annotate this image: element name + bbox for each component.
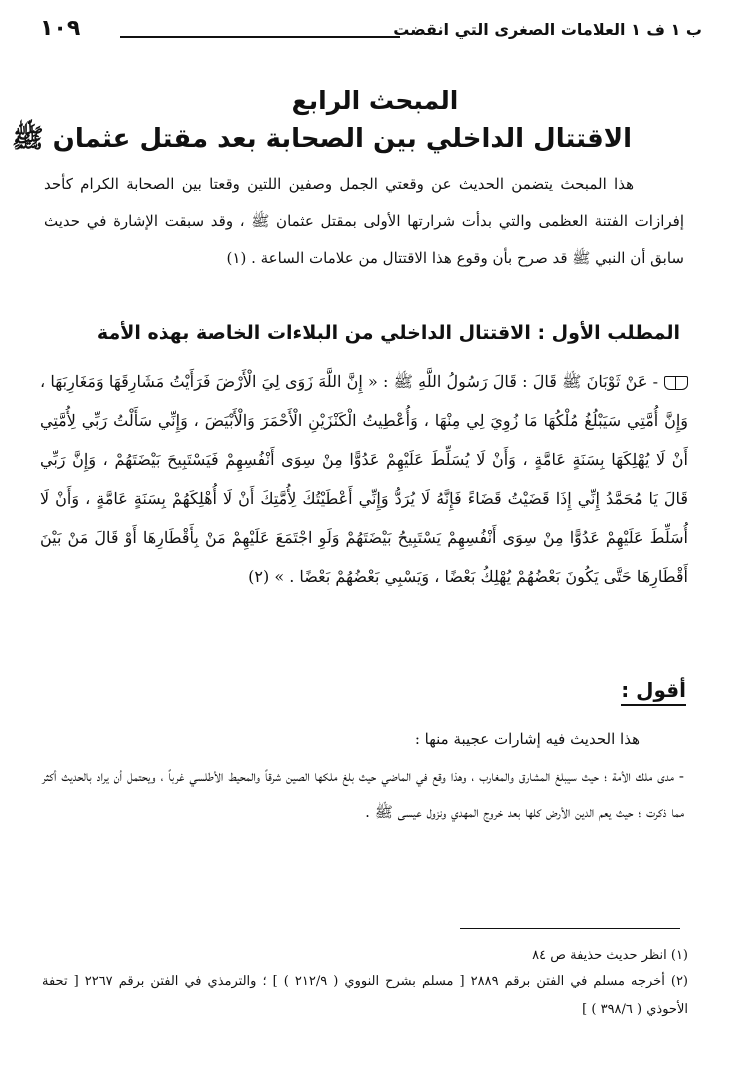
- footnote-divider: [460, 928, 680, 929]
- intro-paragraph: هذا المبحث يتضمن الحديث عن وقعتي الجمل وصفين اللتين وقعتا بين الصحابة الكرام كأحد إفرازات الفتنة العظمى والتي بدأت شرارتها الأولى بمقتل عثمان ﷺ ، وقد سبقت الإشارة في حديث سابق أن النبي ﷺ قد صرح بأن وقوع هذا الاقتتال من علامات الساعة . (١): [44, 175, 684, 267]
- commentary-point: - مدى ملك الأمة ؛ حيث سيبلغ المشارق والمغارب ، وهذا وقع في الماضي حيث بلغ ملكها الصين شرقاً والمحيط الأطلسي غرباً ، ويحتمل أن يراد بالحديث أكثر مما ذكرت ؛ حيث يعم الدين الأرض كلها بعد خروج المهدي ونزول عيسى ﷺ .: [42, 767, 684, 821]
- chapter-title: الاقتتال الداخلي بين الصحابة بعد مقتل عثمان ﷺ: [12, 124, 632, 154]
- open-book-icon: [664, 376, 688, 390]
- footnote-1: (١) انظر حديث حذيفة ص ٨٤: [532, 948, 688, 963]
- footnote-2: (٢) أخرجه مسلم في الفتن برقم ٢٨٨٩ [ مسلم بشرح النووي ( ٢١٢/٩ ) ] ؛ والترمذي في الفتن برقم ٢٢٦٧ [ تحفة الأحوذي ( ٣٩٨/٦ ) ]: [42, 974, 688, 1017]
- commentary-heading: أقول :: [621, 678, 686, 706]
- page-number: ١٠٩: [40, 16, 81, 41]
- section-heading: المطلب الأول : الاقتتال الداخلي من البلاءات الخاصة بهذه الأمة: [96, 322, 680, 344]
- chapter-label: المبحث الرابع: [291, 86, 459, 115]
- commentary-intro: هذا الحديث فيه إشارات عجيبة منها :: [414, 730, 640, 748]
- hadith-text-block: [40, 362, 688, 596]
- running-header: [40, 16, 702, 48]
- running-head-title: ب ١ ف ١ العلامات الصغرى التي انقضت: [393, 20, 702, 39]
- hadith-text: - عَنْ ثَوْبَانَ ﷺ قَالَ : قَالَ رَسُولُ اللَّهِ ﷺ : « إِنَّ اللَّهَ زَوَى لِيَ الْأَرْضَ فَرَأَيْتُ مَشَارِقَهَا وَمَغَارِبَهَا ، وَإِنَّ أُمَّتِي سَيَبْلُغُ مُلْكُهَا مَا زُوِيَ لِي مِنْهَا ، وَأُعْطِيتُ الْكَنْزَيْنِ الْأَحْمَرَ وَالْأَبْيَضَ ، وَإِنِّي سَأَلْتُ رَبِّي لِأُمَّتِي أَنْ لَا يُهْلِكَهَا بِسَنَةٍ عَامَّةٍ ، وَأَنْ لَا يُسَلِّطَ عَلَيْهِمْ عَدُوًّا مِنْ سِوَى أَنْفُسِهِمْ فَيَسْتَبِيحَ بَيْضَتَهُمْ ، وَإِنَّ رَبِّي قَالَ يَا مُحَمَّدُ إِنِّي إِذَا قَضَيْتُ قَضَاءً فَإِنَّهُ لَا يُرَدُّ وَإِنِّي أَعْطَيْتُكَ لِأُمَّتِكَ أَنْ لَا أُهْلِكَهُمْ بِسَنَةٍ عَامَّةٍ ، وَأَنْ لَا أُسَلِّطَ عَلَيْهِمْ عَدُوًّا مِنْ سِوَى أَنْفُسِهِمْ يَسْتَبِيحُ بَيْضَتَهُمْ وَلَوِ اجْتَمَعَ عَلَيْهِمْ مَنْ بِأَقْطَارِهَا أَوْ قَالَ مَنْ بَيْنَ أَقْطَارِهَا حَتَّى يَكُونَ بَعْضُهُمْ يُهْلِكُ بَعْضًا ، وَيَسْبِي بَعْضُهُمْ بَعْضًا . » (٢): [40, 372, 689, 586]
- header-rule: [120, 36, 400, 38]
